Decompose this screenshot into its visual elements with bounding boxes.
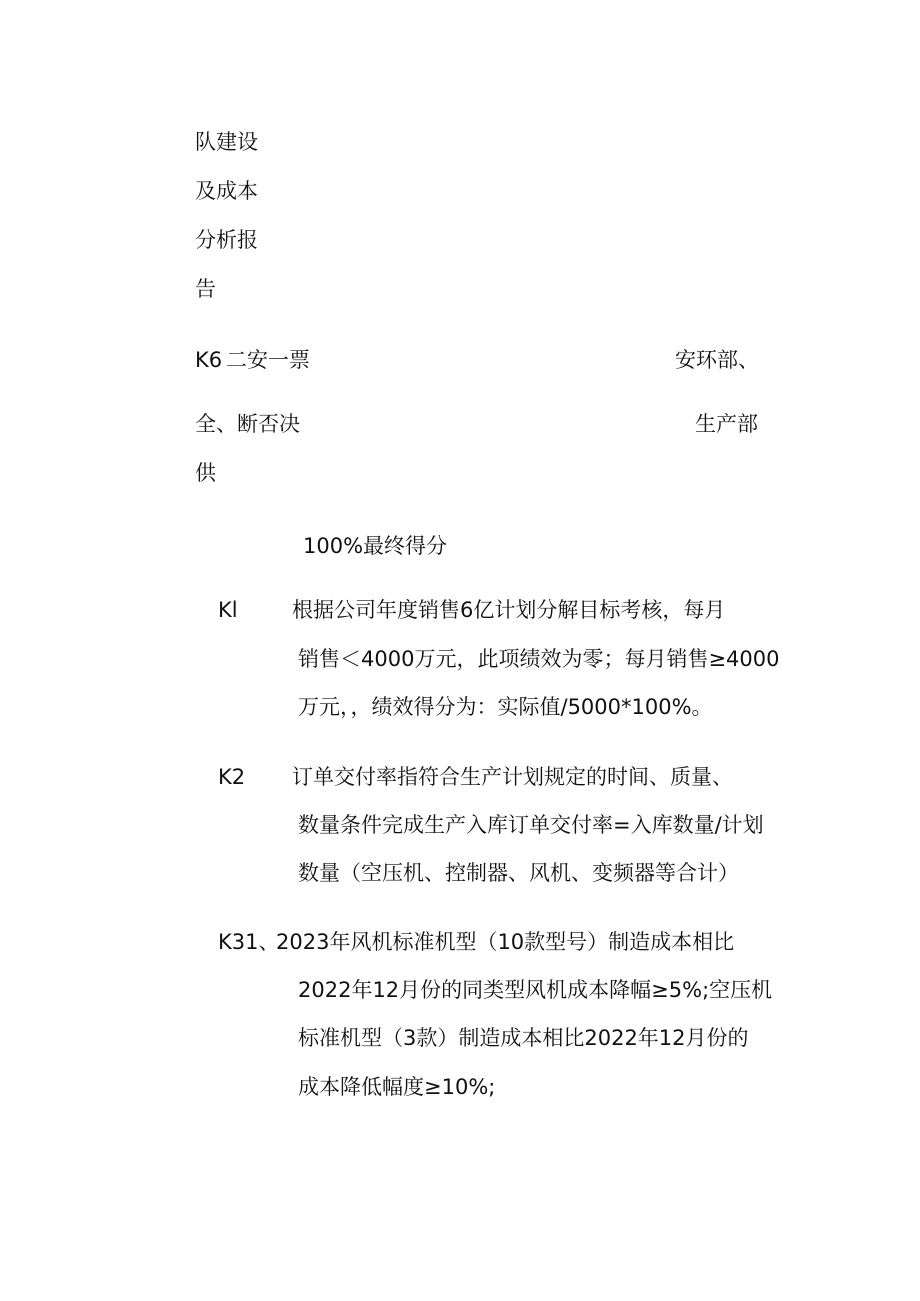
item-text-line: 标准机型（3款）制造成本相比2022年12月份的: [298, 1026, 749, 1050]
item-text-line: 订单交付率指符合生产计划规定的时间、质量、: [292, 765, 733, 789]
k6-dept: 安环部、: [675, 348, 759, 372]
k6-dept-cont: 生产部: [695, 412, 758, 436]
item-text-line: 数量条件完成生产入库订单交付率=入库数量/计划: [298, 813, 764, 837]
header-line: 分析报: [195, 228, 258, 252]
k6-code: K6: [195, 348, 223, 372]
header-line: 及成本: [195, 179, 258, 203]
item-text-line: 2023年风机标准机型（10款型号）制造成本相比: [276, 930, 735, 954]
item-text-line: 万元，，绩效得分为：实际值/5000*100%。: [298, 695, 713, 719]
k6-title-cont: 供: [195, 461, 216, 485]
k6-title-cont: 全、断否决: [195, 412, 300, 436]
header-line: 告: [195, 277, 216, 301]
item-text-line: 数量（空压机、控制器、风机、变频器等合计）: [298, 861, 739, 885]
item-text-line: 2022年12月份的同类型风机成本降幅≥5%;空压机: [298, 978, 773, 1002]
final-score-label: 100%最终得分: [303, 534, 448, 558]
item-code: Kl: [218, 598, 238, 622]
header-line: 队建设: [195, 130, 258, 154]
item-text-line: 根据公司年度销售6亿计划分解目标考核，每月: [292, 598, 726, 622]
item-code: K31、: [218, 930, 280, 954]
item-code: K2: [218, 765, 246, 789]
k6-title: 二安一票: [226, 348, 310, 372]
item-text-line: 销售＜4000万元，此项绩效为零；每月销售≥4000: [298, 647, 780, 671]
item-text-line: 成本降低幅度≥10%;: [298, 1075, 496, 1099]
